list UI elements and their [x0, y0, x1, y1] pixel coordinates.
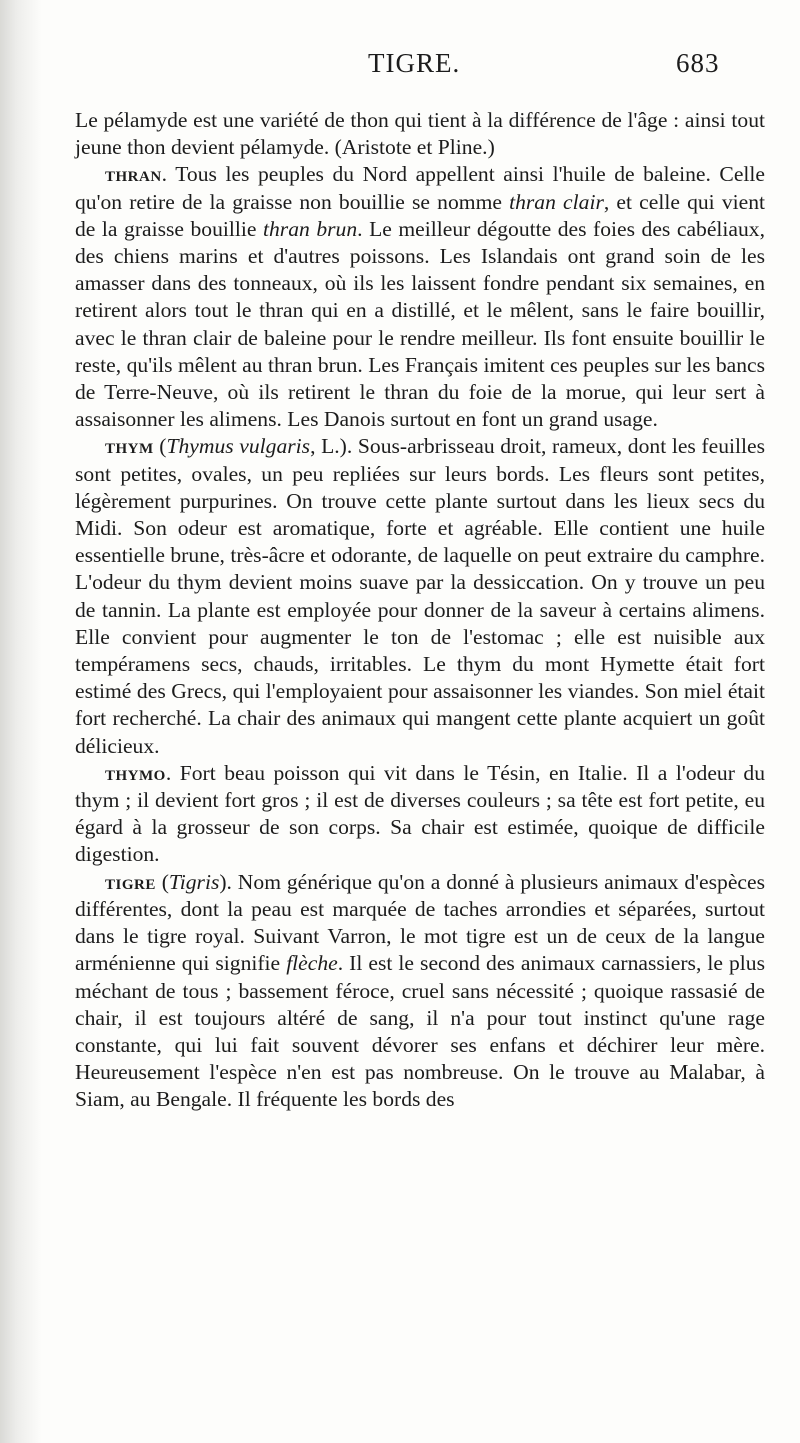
- italic-term: thran clair: [509, 189, 604, 214]
- entry-text: . Tous les peuples du Nord appellent ainsi l'huile de baleine. Celle qu'on retire de la graisse non bouillie se nomme: [75, 162, 765, 214]
- paragraph-text: Le pélamyde est une variété de thon qui tient à la différence de l'âge : ainsi tout jeune thon devient pélamyde. (Aristote et Pline.): [75, 108, 765, 160]
- entry-text: , L.). Sous-arbrisseau droit, rameux, dont les feuilles sont petites, ovales, un peu repliées sur leurs bords. Les fleurs sont petites, légèrement purpurines. On trouve cette plante surtout dans les lieux secs du Midi. Son odeur est aromatique, forte et agréable. Elle contient une huile essentielle brune, très-âcre et odorante, de laquelle on peut extraire du camphre. L'odeur du thym devient moins suave par la dessiccation. On y trouve un peu de tannin. La plante est employée pour donner de la saveur à certains alimens. Elle convient pour augmenter le ton de l'estomac ; elle est nuisible aux tempéramens secs, chauds, irritables. Le thym du mont Hymette était fort estimé des Grecs, qui l'employaient pour assaisonner les viandes. Son miel était fort recherché. La chair des animaux qui mangent cette plante acquiert un goût délicieux.: [75, 434, 765, 758]
- entry-thran: [75, 161, 765, 433]
- headword-thymo: thymo: [105, 760, 166, 785]
- entry-text: . Fort beau poisson qui vit dans le Tésin, en Italie. Il a l'odeur du thym ; il devient fort gros ; il est de diverses couleurs ; sa tête est fort petite, eu égard à la grosseur de son corps. Sa chair est estimée, quoique de difficile digestion.: [75, 760, 765, 867]
- italic-term: thran brun: [263, 216, 358, 241]
- entry-thym: [75, 433, 765, 759]
- entry-text: . Le meilleur dégoutte des foies des cabéliaux, des chiens marins et d'autres poissons. Les Islandais ont grand soin de les amasser dans des tonneaux, où ils les laissent fondre pendant six semaines, en retirent alors tout le thran qui en a distillé, et le mêlent, sans le faire bouillir, avec le thran clair de baleine pour le rendre meilleur. Ils font ensuite bouillir le reste, qu'ils mêlent au thran brun. Les Français imitent ces peuples sur les bancs de Terre-Neuve, où ils retirent le thran du foie de la morue, qui leur sert à assaisonner les alimens. Les Danois surtout en font un grand usage.: [75, 216, 765, 432]
- headword-thym: thym: [105, 434, 154, 459]
- headword-thran: thran: [105, 162, 162, 187]
- entry-text: (: [153, 434, 167, 459]
- headword-tigre: tigre: [105, 869, 156, 894]
- running-head: [0, 48, 800, 88]
- page-number: 683: [676, 48, 720, 78]
- entry-text: . Il est le second des animaux carnassiers, le plus méchant de tous ; bassement féroce, cruel sans nécessité ; quoique rassasié de chair, il est toujours altéré de sang, il n'a pour tout instinct qu'une rage constante, qui lui fait souvent dévorer ses enfans et déchirer leur mère. Heureusement l'espèce n'en est pas nombreuse. On le trouve au Malabar, à Siam, au Bengale. Il fréquente les bords des: [75, 951, 765, 1112]
- entry-text: , et celle qui vient de la graisse bouillie: [75, 189, 765, 241]
- running-title: TIGRE.: [368, 48, 461, 78]
- body-text: [75, 107, 765, 1114]
- italic-term: Tigris: [168, 869, 220, 894]
- entry-thymo: [75, 760, 765, 869]
- entry-text: (: [155, 869, 169, 894]
- italic-term: flèche: [286, 951, 338, 976]
- binding-shadow: [0, 0, 42, 1443]
- italic-term: Thymus vulgaris: [166, 434, 311, 459]
- entry-text: ). Nom générique qu'on a donné à plusieurs animaux d'espèces différentes, dont la peau est marquée de taches arrondies et séparées, surtout dans le tigre royal. Suivant Varron, le mot tigre est un de ceux de la langue arménienne qui signifie: [75, 869, 766, 976]
- paragraph-pelamyde: [75, 107, 765, 161]
- entry-tigre: [75, 869, 765, 1114]
